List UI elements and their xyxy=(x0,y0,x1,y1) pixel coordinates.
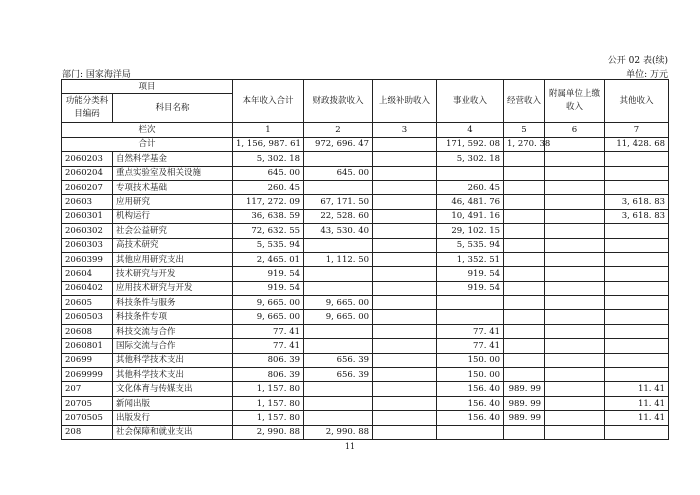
row-value-cell: 1, 157. 80 xyxy=(233,396,304,410)
row-code: 2069999 xyxy=(62,368,113,382)
row-value-cell xyxy=(373,353,437,367)
row-value-cell xyxy=(504,224,545,238)
row-value-cell xyxy=(504,180,545,194)
row-value-cell xyxy=(605,281,669,295)
row-value-cell: 10, 491. 16 xyxy=(437,209,504,223)
row-code: 20608 xyxy=(62,324,113,338)
row-value-cell xyxy=(545,339,605,353)
form-number: 公开 02 表(续) xyxy=(607,56,668,66)
row-code: 208 xyxy=(62,425,113,439)
row-value-cell xyxy=(373,425,437,439)
row-value-cell: 150. 00 xyxy=(437,368,504,382)
row-value-cell xyxy=(504,425,545,439)
column-index-cell: 6 xyxy=(545,123,605,137)
row-subject-name: 科技条件与服务 xyxy=(113,296,233,310)
header-superior: 上级补助收入 xyxy=(373,80,437,123)
table-row xyxy=(62,296,669,310)
row-subject-name: 国际交流与合作 xyxy=(113,339,233,353)
row-value-cell: 919. 54 xyxy=(437,281,504,295)
row-value-cell: 989. 99 xyxy=(504,411,545,425)
row-value-cell: 43, 530. 40 xyxy=(304,224,373,238)
row-value-cell xyxy=(545,382,605,396)
table-row xyxy=(62,166,669,180)
total-cell: 171, 592. 08 xyxy=(437,137,504,151)
row-value-cell: 919. 54 xyxy=(233,267,304,281)
row-value-cell: 11. 41 xyxy=(605,382,669,396)
row-subject-name: 自然科学基金 xyxy=(113,152,233,166)
row-subject-name: 重点实验室及相关设施 xyxy=(113,166,233,180)
row-subject-name: 其他科学技术支出 xyxy=(113,353,233,367)
row-value-cell xyxy=(304,324,373,338)
row-subject-name: 其他应用研究支出 xyxy=(113,252,233,266)
row-value-cell xyxy=(504,252,545,266)
total-label: 合计 xyxy=(62,137,233,151)
row-value-cell xyxy=(605,267,669,281)
row-value-cell xyxy=(605,425,669,439)
row-value-cell xyxy=(545,195,605,209)
row-value-cell xyxy=(605,224,669,238)
row-value-cell xyxy=(373,252,437,266)
row-value-cell: 1, 157. 80 xyxy=(233,382,304,396)
row-subject-name: 技术研究与开发 xyxy=(113,267,233,281)
row-value-cell xyxy=(504,166,545,180)
row-value-cell xyxy=(304,238,373,252)
table-row xyxy=(62,252,669,266)
column-index-cell: 5 xyxy=(504,123,545,137)
row-value-cell: 156. 40 xyxy=(437,396,504,410)
row-value-cell xyxy=(373,166,437,180)
row-value-cell: 3, 618. 83 xyxy=(605,209,669,223)
row-subject-name: 高技术研究 xyxy=(113,238,233,252)
total-cell xyxy=(373,137,437,151)
row-value-cell xyxy=(437,166,504,180)
row-value-cell: 806. 39 xyxy=(233,353,304,367)
header-fiscal: 财政拨款收入 xyxy=(304,80,373,123)
row-value-cell: 46, 481. 76 xyxy=(437,195,504,209)
row-value-cell xyxy=(504,296,545,310)
row-value-cell: 77. 41 xyxy=(233,324,304,338)
row-value-cell: 2, 990. 88 xyxy=(304,425,373,439)
row-value-cell: 156. 40 xyxy=(437,382,504,396)
row-value-cell xyxy=(373,281,437,295)
row-subject-name: 文化体育与传媒支出 xyxy=(113,382,233,396)
row-value-cell: 3, 618. 83 xyxy=(605,195,669,209)
row-code: 2060207 xyxy=(62,180,113,194)
row-value-cell: 656. 39 xyxy=(304,368,373,382)
row-value-cell: 67, 171. 50 xyxy=(304,195,373,209)
row-value-cell xyxy=(437,296,504,310)
row-value-cell xyxy=(373,180,437,194)
row-value-cell xyxy=(605,353,669,367)
row-value-cell xyxy=(545,252,605,266)
row-value-cell xyxy=(304,267,373,281)
row-value-cell xyxy=(545,166,605,180)
row-value-cell xyxy=(437,310,504,324)
row-value-cell: 11. 41 xyxy=(605,396,669,410)
row-value-cell xyxy=(504,267,545,281)
row-value-cell: 260. 45 xyxy=(437,180,504,194)
total-row xyxy=(62,137,669,151)
row-value-cell xyxy=(605,324,669,338)
row-code: 2060503 xyxy=(62,310,113,324)
header-func-code: 功能分类科目编码 xyxy=(62,94,113,123)
row-value-cell xyxy=(545,180,605,194)
row-value-cell: 2, 990. 88 xyxy=(233,425,304,439)
table-row xyxy=(62,152,669,166)
row-value-cell: 5, 302. 18 xyxy=(233,152,304,166)
row-value-cell xyxy=(504,195,545,209)
table-row xyxy=(62,382,669,396)
row-value-cell: 919. 54 xyxy=(233,281,304,295)
row-value-cell xyxy=(304,180,373,194)
row-value-cell xyxy=(304,396,373,410)
row-value-cell xyxy=(545,238,605,252)
row-subject-name: 应用技术研究与开发 xyxy=(113,281,233,295)
row-value-cell xyxy=(545,267,605,281)
row-value-cell: 9, 665. 00 xyxy=(233,310,304,324)
row-value-cell xyxy=(545,353,605,367)
table-row xyxy=(62,339,669,353)
row-value-cell: 645. 00 xyxy=(304,166,373,180)
row-code: 2060204 xyxy=(62,166,113,180)
row-code: 20705 xyxy=(62,396,113,410)
total-cell: 1, 156, 987. 61 xyxy=(233,137,304,151)
row-value-cell: 989. 99 xyxy=(504,382,545,396)
row-value-cell: 919. 54 xyxy=(437,267,504,281)
column-index-row xyxy=(62,123,669,137)
row-code: 2060402 xyxy=(62,281,113,295)
table-row xyxy=(62,396,669,410)
row-code: 2060302 xyxy=(62,224,113,238)
row-value-cell xyxy=(605,296,669,310)
row-value-cell: 77. 41 xyxy=(233,339,304,353)
row-value-cell: 645. 00 xyxy=(233,166,304,180)
row-subject-name: 新闻出版 xyxy=(113,396,233,410)
department-label: 部门: 国家海洋局 xyxy=(62,70,131,80)
table-row xyxy=(62,180,669,194)
row-value-cell xyxy=(545,209,605,223)
row-value-cell xyxy=(605,180,669,194)
row-code: 2060203 xyxy=(62,152,113,166)
row-code: 20605 xyxy=(62,296,113,310)
row-value-cell xyxy=(605,238,669,252)
row-value-cell: 11. 41 xyxy=(605,411,669,425)
row-value-cell: 29, 102. 15 xyxy=(437,224,504,238)
row-value-cell: 656. 39 xyxy=(304,353,373,367)
row-value-cell xyxy=(504,281,545,295)
table-row xyxy=(62,224,669,238)
total-cell: 972, 696. 47 xyxy=(304,137,373,151)
table-row xyxy=(62,324,669,338)
table-row xyxy=(62,281,669,295)
row-value-cell xyxy=(373,224,437,238)
row-value-cell xyxy=(545,152,605,166)
table-row xyxy=(62,238,669,252)
column-index-cell: 7 xyxy=(605,123,669,137)
row-value-cell xyxy=(504,238,545,252)
income-table xyxy=(61,79,669,440)
row-value-cell xyxy=(605,252,669,266)
row-value-cell: 117, 272. 09 xyxy=(233,195,304,209)
row-value-cell xyxy=(304,339,373,353)
table-row xyxy=(62,353,669,367)
header-affiliated: 附属单位上缴收入 xyxy=(545,80,605,123)
row-value-cell xyxy=(545,368,605,382)
row-value-cell xyxy=(373,296,437,310)
row-subject-name: 科技条件专项 xyxy=(113,310,233,324)
row-value-cell xyxy=(304,382,373,396)
row-value-cell xyxy=(304,411,373,425)
row-value-cell xyxy=(373,368,437,382)
row-value-cell: 989. 99 xyxy=(504,396,545,410)
row-value-cell: 5, 535. 94 xyxy=(437,238,504,252)
row-value-cell xyxy=(373,209,437,223)
row-value-cell: 1, 112. 50 xyxy=(304,252,373,266)
row-value-cell xyxy=(373,195,437,209)
row-value-cell xyxy=(605,152,669,166)
row-value-cell: 36, 638. 59 xyxy=(233,209,304,223)
row-value-cell: 1, 157. 80 xyxy=(233,411,304,425)
row-value-cell: 806. 39 xyxy=(233,368,304,382)
row-value-cell: 77. 41 xyxy=(437,339,504,353)
header-operation: 经营收入 xyxy=(504,80,545,123)
row-value-cell xyxy=(437,425,504,439)
row-value-cell xyxy=(504,209,545,223)
row-code: 2060303 xyxy=(62,238,113,252)
column-index-cell: 4 xyxy=(437,123,504,137)
total-cell: 1, 270. 38 xyxy=(504,137,545,151)
row-value-cell: 72, 632. 55 xyxy=(233,224,304,238)
table-row xyxy=(62,310,669,324)
row-value-cell xyxy=(373,267,437,281)
row-subject-name: 机构运行 xyxy=(113,209,233,223)
row-value-cell xyxy=(373,339,437,353)
row-code: 2060301 xyxy=(62,209,113,223)
row-subject-name: 专项技术基础 xyxy=(113,180,233,194)
total-cell xyxy=(545,137,605,151)
row-subject-name: 科技交流与合作 xyxy=(113,324,233,338)
row-code: 20699 xyxy=(62,353,113,367)
row-subject-name: 社会保障和就业支出 xyxy=(113,425,233,439)
row-value-cell xyxy=(545,296,605,310)
row-value-cell: 1, 352. 51 xyxy=(437,252,504,266)
row-value-cell xyxy=(373,238,437,252)
row-value-cell xyxy=(545,411,605,425)
column-index-label: 栏次 xyxy=(62,123,233,137)
row-code: 2060399 xyxy=(62,252,113,266)
row-code: 207 xyxy=(62,382,113,396)
row-value-cell xyxy=(373,411,437,425)
row-value-cell xyxy=(304,281,373,295)
row-subject-name: 其他科学技术支出 xyxy=(113,368,233,382)
row-value-cell: 22, 528. 60 xyxy=(304,209,373,223)
unit-label: 单位: 万元 xyxy=(626,70,668,80)
row-value-cell xyxy=(545,324,605,338)
page-number: 11 xyxy=(344,442,356,451)
row-value-cell xyxy=(545,281,605,295)
row-value-cell xyxy=(504,152,545,166)
row-value-cell: 150. 00 xyxy=(437,353,504,367)
row-value-cell xyxy=(504,353,545,367)
row-value-cell xyxy=(605,166,669,180)
row-value-cell: 260. 45 xyxy=(233,180,304,194)
header-total: 本年收入合计 xyxy=(233,80,304,123)
row-subject-name: 应用研究 xyxy=(113,195,233,209)
table-row xyxy=(62,425,669,439)
row-value-cell: 5, 535. 94 xyxy=(233,238,304,252)
row-value-cell xyxy=(605,368,669,382)
row-value-cell xyxy=(373,310,437,324)
header-business: 事业收入 xyxy=(437,80,504,123)
row-code: 2060801 xyxy=(62,339,113,353)
table-row xyxy=(62,411,669,425)
row-value-cell: 77. 41 xyxy=(437,324,504,338)
row-value-cell: 9, 665. 00 xyxy=(304,296,373,310)
row-value-cell xyxy=(504,310,545,324)
table-row xyxy=(62,195,669,209)
header-subject-name: 科目名称 xyxy=(113,94,233,123)
column-index-cell: 3 xyxy=(373,123,437,137)
header-other: 其他收入 xyxy=(605,80,669,123)
row-value-cell xyxy=(373,382,437,396)
row-subject-name: 出版发行 xyxy=(113,411,233,425)
row-value-cell xyxy=(605,310,669,324)
row-code: 20603 xyxy=(62,195,113,209)
column-index-cell: 1 xyxy=(233,123,304,137)
row-code: 20604 xyxy=(62,267,113,281)
header-item: 项目 xyxy=(62,80,233,94)
row-value-cell: 5, 302. 18 xyxy=(437,152,504,166)
table-row xyxy=(62,368,669,382)
row-value-cell xyxy=(304,152,373,166)
row-value-cell xyxy=(545,310,605,324)
row-value-cell: 9, 665. 00 xyxy=(304,310,373,324)
column-index-cell: 2 xyxy=(304,123,373,137)
row-value-cell xyxy=(545,224,605,238)
row-value-cell xyxy=(545,425,605,439)
row-value-cell xyxy=(504,339,545,353)
table-row xyxy=(62,209,669,223)
row-value-cell xyxy=(545,396,605,410)
row-value-cell xyxy=(373,152,437,166)
row-value-cell xyxy=(373,396,437,410)
row-value-cell: 2, 465. 01 xyxy=(233,252,304,266)
table-row xyxy=(62,267,669,281)
row-code: 2070505 xyxy=(62,411,113,425)
total-cell: 11, 428. 68 xyxy=(605,137,669,151)
row-value-cell xyxy=(605,339,669,353)
row-value-cell xyxy=(373,324,437,338)
row-value-cell: 156. 40 xyxy=(437,411,504,425)
row-value-cell: 9, 665. 00 xyxy=(233,296,304,310)
row-value-cell xyxy=(504,324,545,338)
row-subject-name: 社会公益研究 xyxy=(113,224,233,238)
row-value-cell xyxy=(504,368,545,382)
